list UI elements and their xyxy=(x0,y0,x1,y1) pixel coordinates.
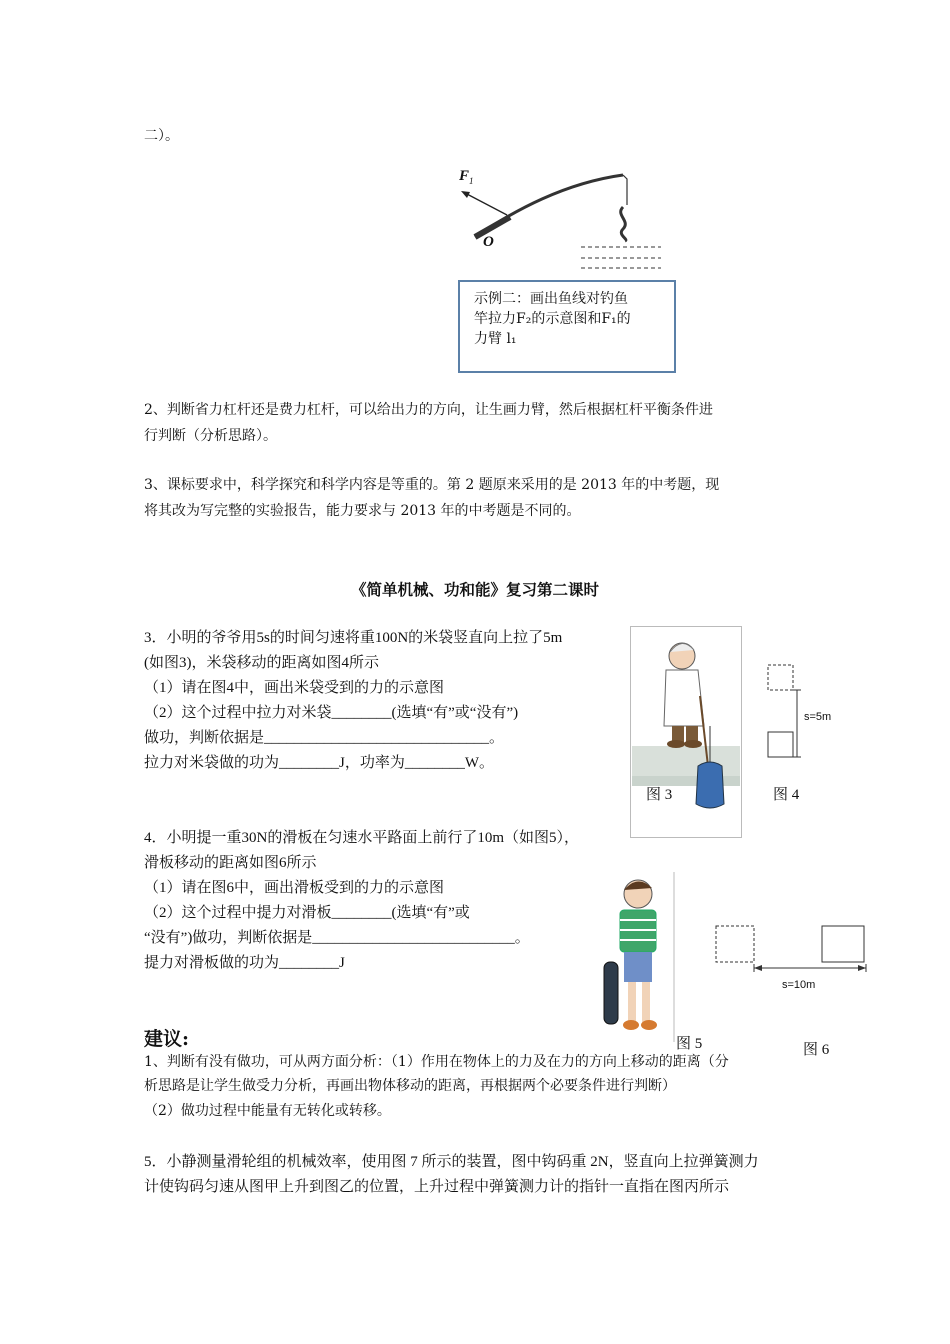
q4-line: 4．小明提一重30N的滑板在匀速水平路面上前行了10m（如图5）， xyxy=(144,830,580,846)
q4-line: （2）这个过程中提力对滑板________(选填“有”或 xyxy=(144,905,470,921)
grandpa-figure xyxy=(630,626,742,838)
end-box xyxy=(822,926,864,962)
section-title: 《简单机械、功和能》复习第二课时 xyxy=(350,581,599,599)
q3-line: 3．小明的爷爷用5s的时间匀速将重100N的米袋竖直向上拉了5m xyxy=(144,630,563,646)
q3-line: 做功，判断依据是______________________________。 xyxy=(144,730,505,746)
fig5-caption: 图 5 xyxy=(676,1036,703,1052)
top-text: 二）。 xyxy=(144,128,179,144)
example-line: 力臂 l₁ xyxy=(474,331,517,347)
note-2-line: 2、判断省力杠杆还是费力杠杆，可以给出力的方向，让生画力臂，然后根据杠杆平衡条件进 xyxy=(144,402,713,418)
pivot-label: O xyxy=(483,234,494,250)
fig4-caption: 图 4 xyxy=(773,787,800,803)
fish-icon xyxy=(621,207,626,241)
fig6-diagram xyxy=(710,920,870,980)
fishing-rod-figure xyxy=(455,165,670,275)
q5-line: 计使钩码匀速从图甲上升到图乙的位置，上升过程中弹簧测力计的指针一直指在图丙所示 xyxy=(144,1179,730,1195)
start-box xyxy=(768,665,793,690)
example-line: 示例二：画出鱼线对钓鱼 xyxy=(474,291,628,307)
example-line: 竿拉力F₂的示意图和F₁的 xyxy=(474,311,631,327)
q4-line: （1）请在图6中，画出滑板受到的力的示意图 xyxy=(144,880,445,896)
note-3-line: 3、课标要求中，科学探究和科学内容是等重的。第 2 题原来采用的是 2013 年的中考题，现 xyxy=(144,477,720,493)
note-3-line: 将其改为写完整的实验报告，能力要求与 2013 年的中考题是不同的。 xyxy=(144,503,581,519)
suggestion-line: （2）做功过程中能量有无转化或转移。 xyxy=(144,1103,391,1119)
fig6-label: s=10m xyxy=(782,979,816,991)
q5-line: 5．小静测量滑轮组的机械效率，使用图 7 所示的装置，图中钩码重 2N，竖直向上拉弹簧测力 xyxy=(144,1154,759,1170)
suggestion-line: 析思路是让学生做受力分析，再画出物体移动的距离，再根据两个必要条件进行判断） xyxy=(144,1078,676,1094)
q3-line: （1）请在图4中，画出米袋受到的力的示意图 xyxy=(144,680,445,696)
q4-line: “没有”)做功，判断依据是___________________________。 xyxy=(144,930,530,946)
suggestion-heading: 建议: xyxy=(144,1028,190,1050)
start-box xyxy=(716,926,754,962)
suggestion-line: 1、判断有没有做功，可从两方面分析：（1）作用在物体上的力及在力的方向上移动的距离（分 xyxy=(144,1054,729,1070)
q3-line: 拉力对米袋做的功为________J，功率为________W。 xyxy=(144,755,494,771)
q3-line: （2）这个过程中拉力对米袋________(选填“有”或“没有”) xyxy=(144,705,519,721)
fishing-line xyxy=(623,175,627,205)
example-box xyxy=(458,280,676,373)
force-arrow xyxy=(465,193,507,215)
note-2-line: 行判断（分析思路）。 xyxy=(144,428,277,444)
boy-figure xyxy=(598,872,678,1042)
end-box xyxy=(768,732,793,757)
fig4-label: s=5m xyxy=(804,711,832,723)
force-label: $F_1$ xyxy=(459,168,474,186)
q3-line: (如图3)，米袋移动的距离如图4所示 xyxy=(144,655,379,671)
fig3-caption: 图 3 xyxy=(646,787,673,803)
q4-line: 滑板移动的距离如图6所示 xyxy=(144,855,317,871)
fig6-caption: 图 6 xyxy=(803,1042,830,1058)
q4-line: 提力对滑板做的功为________J xyxy=(144,955,345,971)
